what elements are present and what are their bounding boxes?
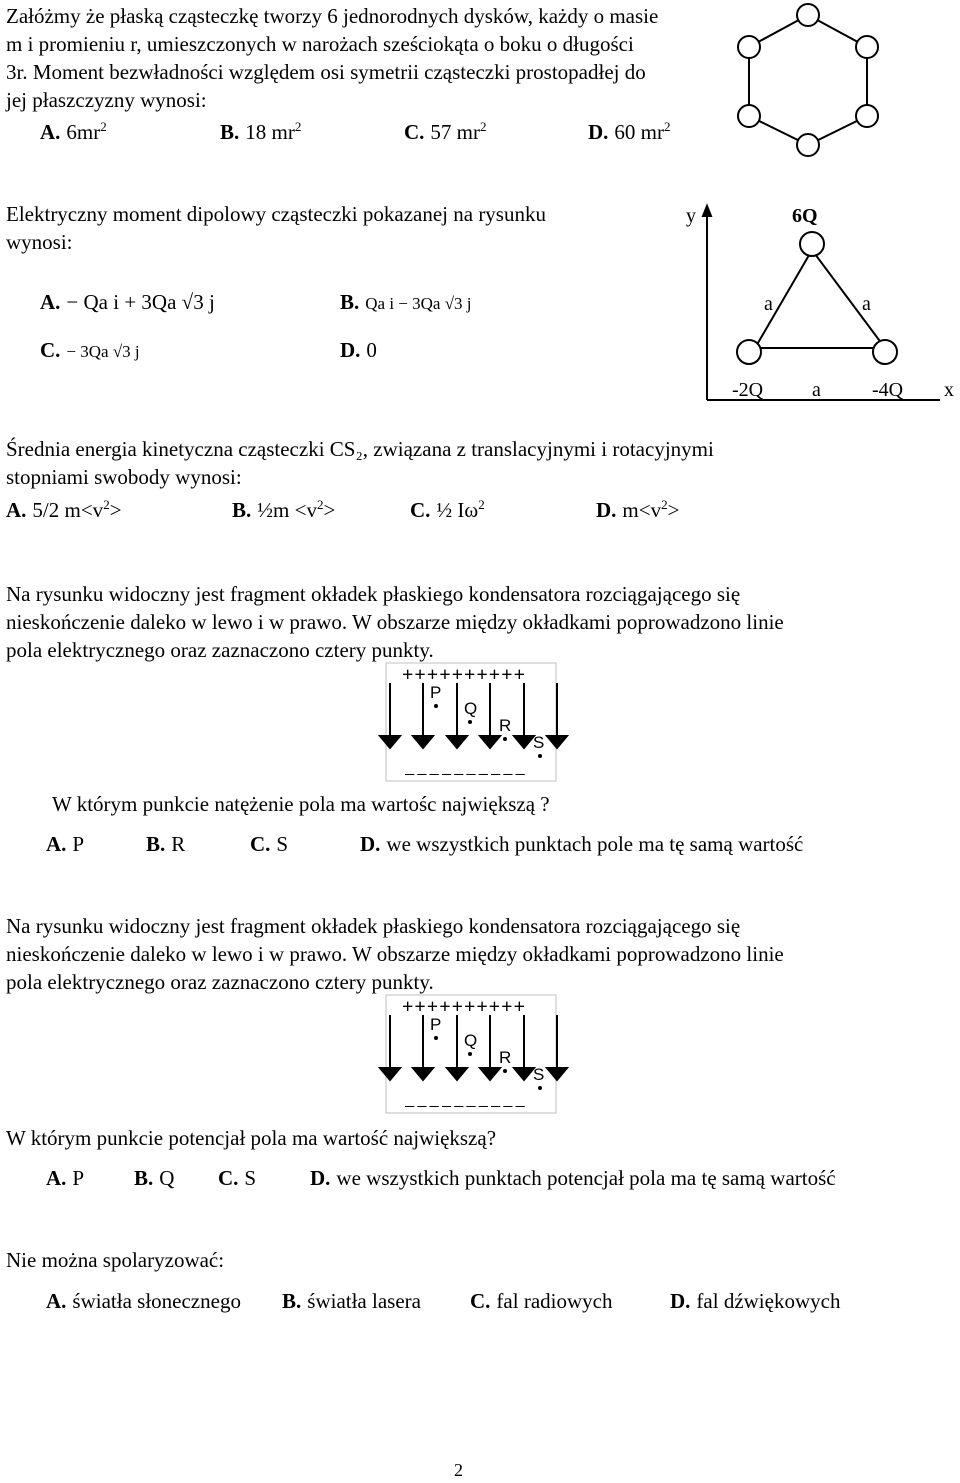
field-arrow: [447, 1068, 467, 1080]
point-r-label: R: [499, 1048, 512, 1067]
q6-option-b: B. światła lasera: [282, 1289, 421, 1313]
q3-line: stopniami swobody wynosi:: [6, 465, 242, 489]
q2-line: Elektryczny moment dipolowy cząsteczki pokazanej na rysunku: [6, 202, 546, 226]
point-s-dot: [538, 1086, 542, 1090]
x-axis-label: x: [944, 379, 954, 401]
field-arrow: [514, 1068, 534, 1080]
q4-line: pola elektrycznego oraz zaznaczono cztery punkty.: [6, 638, 434, 662]
page-number: 2: [454, 1460, 463, 1480]
minus-plate: −−−−−−−−−−: [404, 1096, 527, 1118]
q1-line: Załóżmy że płaską cząsteczkę tworzy 6 jednorodnych dysków, każdy o masie: [6, 4, 659, 28]
q3-option-a: A. 5/2 $m<v^2>$: [6, 497, 122, 522]
q2-line: wynosi:: [6, 230, 73, 254]
point-r-dot: [503, 1069, 507, 1073]
q5-line: Na rysunku widoczny jest fragment okładek płaskiego kondensatora rozciągającego się: [6, 914, 741, 938]
q4-option-c: C. S: [250, 832, 289, 856]
q5-option-d: D. we wszystkich punktach potencjał pola ma tę samą wartość: [310, 1166, 836, 1190]
field-arrow: [547, 1068, 567, 1080]
q4-question: W którym punkcie natężenie pola ma wartośc największą ?: [52, 792, 550, 816]
q3-option-c: C. ½ $I\omega^2$: [410, 497, 485, 522]
q5-line: nieskończenie daleko w lewo i w prawo. W obszarze między okładkami poprowadzono linie: [6, 942, 784, 966]
q5-question: W którym punkcie potencjał pola ma wartość największą?: [6, 1126, 497, 1150]
q1-option-a: A. $6mr^2$: [40, 119, 107, 144]
side-bottom-label: a: [812, 379, 821, 401]
q3-option-d: D. $m<v^2>$: [596, 497, 680, 522]
q1-line: jej płaszczyzny wynosi:: [6, 88, 207, 112]
q5-option-b: B. Q: [134, 1166, 175, 1190]
side-left-label: a: [764, 293, 773, 315]
point-q-dot: [468, 1052, 472, 1056]
point-s-label: S: [533, 1065, 545, 1084]
q1-option-b: B. 18 $mr^2$: [220, 119, 302, 144]
point-p-dot: [434, 1036, 438, 1040]
top-charge-label: 6Q: [792, 205, 818, 227]
q5-option-c: C. S: [218, 1166, 257, 1190]
plus-plate: ++++++++++: [402, 664, 526, 686]
q5-line: pola elektrycznego oraz zaznaczono cztery punkty.: [6, 970, 434, 994]
q2-option-c: C. − 3Qa √3 j: [40, 338, 140, 362]
q2-option-d: D. 0: [340, 338, 377, 362]
q3-option-b: B. ½m $<v^2>$: [232, 497, 336, 522]
q5-option-a: A. P: [46, 1166, 85, 1190]
q6-option-a: A. światła słonecznego: [46, 1289, 241, 1313]
point-p-label: P: [430, 683, 442, 702]
point-p-label: P: [430, 1015, 442, 1034]
left-charge-label: -2Q: [732, 379, 764, 401]
plus-plate: ++++++++++: [402, 996, 526, 1018]
point-r-label: R: [499, 716, 512, 735]
q4-option-d: D. we wszystkich punktach pole ma tę samą wartość: [360, 832, 804, 856]
q1-option-c: C. 57 $mr^2$: [404, 119, 487, 144]
q4-line: nieskończenie daleko w lewo i w prawo. W obszarze między okładkami poprowadzono linie: [6, 610, 784, 634]
q2-option-a: A. − Qa i + 3Qa √3 j: [40, 290, 215, 314]
q1-line: 3r. Moment bezwładności względem osi symetrii cząsteczki prostopadłej do: [6, 60, 646, 84]
q4-option-b: B. R: [146, 832, 186, 856]
field-arrow: [480, 1068, 500, 1080]
y-axis-label: y: [686, 205, 696, 227]
q3-line: Średnia energia kinetyczna cząsteczki CS₂, związana z translacyjnymi i rotacyjnymi: [6, 437, 714, 461]
point-q-label: Q: [464, 699, 478, 718]
q6-question: Nie można spolaryzować:: [6, 1248, 225, 1272]
q6-option-d: D. fal dźwiękowych: [670, 1289, 841, 1313]
q2-option-b: B. Qa i − 3Qa √3 j: [340, 290, 472, 314]
q1-option-d: D. 60 $mr^2$: [588, 119, 671, 144]
q4-option-a: A. P: [46, 832, 85, 856]
q4-line: Na rysunku widoczny jest fragment okładek płaskiego kondensatora rozciągającego się: [6, 582, 741, 606]
field-arrow: [413, 1068, 433, 1080]
point-q-label: Q: [464, 1031, 478, 1050]
point-s-label: S: [533, 733, 545, 752]
q6-option-c: C. fal radiowych: [470, 1289, 613, 1313]
q1-line: m i promieniu r, umieszczonych w narożach sześciokąta o boku o długości: [6, 32, 634, 56]
right-charge-label: -4Q: [872, 379, 904, 401]
field-arrow: [380, 1068, 400, 1080]
side-right-label: a: [862, 293, 871, 315]
minus-plate: −−−−−−−−−−: [404, 764, 527, 786]
